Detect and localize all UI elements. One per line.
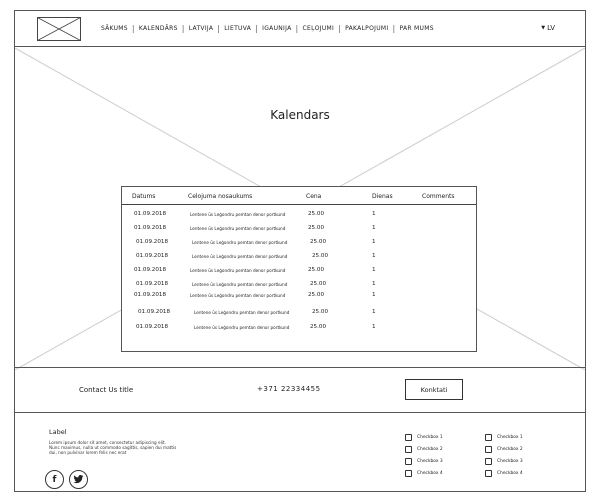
cell-price: 25.00 <box>308 292 325 298</box>
checkbox-label: Checkbox 4 <box>417 470 443 476</box>
checkbox-group-1 <box>405 431 443 479</box>
checkbox-label: Checkbox 2 <box>417 446 443 452</box>
page-frame <box>14 10 586 492</box>
nav-separator: | <box>338 24 342 33</box>
cell-tour-name: Lentene ūs Leģondru pemtan denor portkund <box>194 325 290 330</box>
cell-days: 1 <box>372 309 376 315</box>
nav-separator: | <box>217 24 221 33</box>
checkbox-label: Checkbox 3 <box>417 458 443 464</box>
nav-separator: | <box>131 24 135 33</box>
checkbox-label: Checkbox 1 <box>497 434 523 440</box>
cell-days: 1 <box>372 225 376 231</box>
nav-item-kalendars[interactable]: KALENDĀRS <box>138 25 178 32</box>
cell-date: 01.09.2018 <box>136 281 169 287</box>
cell-date: 01.09.2018 <box>134 292 167 298</box>
nav-separator: | <box>255 24 259 33</box>
nav-item-pakalpojumi[interactable]: PAKALPOJUMI <box>345 25 389 32</box>
checkbox-label: Checkbox 2 <box>497 446 523 452</box>
twitter-bird-glyph <box>73 475 84 484</box>
cell-tour-name: Lentene ūs Leģondru pemtan denor portkund <box>190 212 286 217</box>
cell-price: 25.00 <box>310 281 327 287</box>
checkbox-item[interactable] <box>485 431 523 443</box>
checkbox-group-2 <box>485 431 523 479</box>
checkbox-item[interactable] <box>485 443 523 455</box>
cell-tour-name: Lentene ūs Leģondru pemtan denor portkund <box>194 310 290 315</box>
cell-date: 01.09.2018 <box>138 309 171 315</box>
nav-item-par-mums[interactable]: PAR MUMS <box>399 25 434 32</box>
cell-date: 01.09.2018 <box>136 253 169 259</box>
contact-section <box>15 367 585 413</box>
table-row[interactable] <box>122 265 476 279</box>
footer-label: Label <box>49 428 67 436</box>
table-row[interactable] <box>122 279 476 290</box>
checkbox-label: Checkbox 4 <box>497 470 523 476</box>
cell-tour-name: Lentene ūs Leģondru pemtan denor portkund <box>192 240 288 245</box>
cell-tour-name: Lentene ūs Leģondru pemtan denor portkund <box>190 293 286 298</box>
cell-price: 25.00 <box>312 253 329 259</box>
calendar-table <box>121 186 477 352</box>
column-header-date: Datums <box>132 193 156 200</box>
table-row[interactable] <box>122 290 476 307</box>
nav-item-celojumi[interactable]: CEĻOJUMI <box>302 25 335 32</box>
checkbox-item[interactable] <box>405 467 443 479</box>
table-row[interactable] <box>122 209 476 223</box>
checkbox[interactable] <box>405 446 412 453</box>
checkbox[interactable] <box>485 458 492 465</box>
checkbox-label: Checkbox 3 <box>497 458 523 464</box>
table-body <box>122 209 476 336</box>
footer <box>15 414 585 492</box>
nav-separator: | <box>295 24 299 33</box>
cell-tour-name: Lentene ūs Leģondru pemtan denor portkund <box>192 282 288 287</box>
contact-phone[interactable]: +371 22334455 <box>257 385 321 393</box>
nav-item-igaunija[interactable]: IGAUNIJA <box>262 25 292 32</box>
cell-date: 01.09.2018 <box>134 211 167 217</box>
table-row[interactable] <box>122 322 476 336</box>
checkbox-item[interactable] <box>485 455 523 467</box>
cell-days: 1 <box>372 253 376 259</box>
nav-separator: | <box>181 24 185 33</box>
cell-days: 1 <box>372 267 376 273</box>
column-header-comments: Comments <box>422 193 455 200</box>
nav-item-lietuva[interactable]: LIETUVA <box>224 25 252 32</box>
page-title: Kalendars <box>270 108 330 122</box>
checkbox-label: Checkbox 1 <box>417 434 443 440</box>
footer-description: Lorem ipsum dolor sit amet, consectetur adipiscing elit. Nunc maximus, nulla ut commodo sagittis, sapien dui mattis dui, non pulvinar lorem felis nec erat <box>49 440 177 455</box>
cell-days: 1 <box>372 211 376 217</box>
nav-item-sakums[interactable]: SĀKUMS <box>101 25 128 32</box>
cell-tour-name: Lentene ūs Leģondru pemtan denor portkund <box>192 254 288 259</box>
cell-days: 1 <box>372 292 376 298</box>
caret-down-icon: ▼ <box>541 25 546 31</box>
cell-price: 25.00 <box>308 211 325 217</box>
social-links <box>45 470 88 489</box>
nav-item-latvija[interactable]: LATVIJA <box>188 25 214 32</box>
cell-days: 1 <box>372 324 376 330</box>
checkbox-item[interactable] <box>405 443 443 455</box>
cell-date: 01.09.2018 <box>134 225 167 231</box>
checkbox[interactable] <box>405 458 412 465</box>
contacts-button[interactable]: Konktati <box>405 379 463 400</box>
cell-tour-name: Lentene ūs Leģondru pemtan denor portkund <box>190 268 286 273</box>
cell-days: 1 <box>372 281 376 287</box>
column-header-price: Cena <box>306 193 322 200</box>
cell-date: 01.09.2018 <box>134 267 167 273</box>
cell-days: 1 <box>372 239 376 245</box>
facebook-icon[interactable]: f <box>45 470 64 489</box>
header <box>15 11 585 47</box>
main-nav <box>97 24 438 33</box>
twitter-icon[interactable] <box>69 470 88 489</box>
cell-price: 25.00 <box>310 239 327 245</box>
language-label: LV <box>547 24 555 32</box>
checkbox-item[interactable] <box>405 431 443 443</box>
table-row[interactable] <box>122 251 476 265</box>
cell-price: 25.00 <box>310 324 327 330</box>
logo-placeholder-icon[interactable] <box>37 17 81 41</box>
cell-date: 01.09.2018 <box>136 324 169 330</box>
table-row[interactable] <box>122 223 476 237</box>
checkbox[interactable] <box>405 470 412 477</box>
cell-tour-name: Lentene ūs Leģondru pemtan denor portkund <box>190 226 286 231</box>
checkbox[interactable] <box>485 470 492 477</box>
cell-date: 01.09.2018 <box>136 239 169 245</box>
column-header-days: Dienas <box>372 193 393 200</box>
contact-title: Contact Us title <box>79 386 134 394</box>
cell-price: 25.00 <box>308 267 325 273</box>
checkbox[interactable] <box>485 446 492 453</box>
nav-separator: | <box>392 24 396 33</box>
column-header-tour-name: Celojuma nosaukums <box>188 193 253 200</box>
table-row[interactable] <box>122 307 476 322</box>
cell-price: 25.00 <box>312 309 329 315</box>
checkbox-item[interactable] <box>405 455 443 467</box>
table-row[interactable] <box>122 237 476 251</box>
checkbox[interactable] <box>485 434 492 441</box>
checkbox[interactable] <box>405 434 412 441</box>
language-selector[interactable] <box>541 24 555 32</box>
cell-price: 25.00 <box>308 225 325 231</box>
checkbox-item[interactable] <box>485 467 523 479</box>
table-header <box>122 187 476 205</box>
hero-banner <box>15 48 585 370</box>
